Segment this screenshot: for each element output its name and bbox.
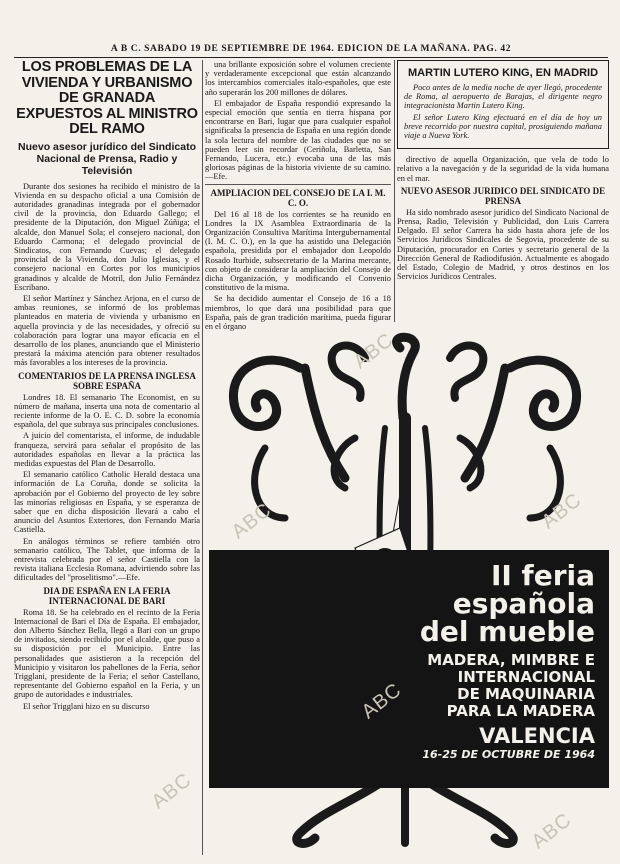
page-masthead: A B C. SABADO 19 DE SEPTIEMBRE DE 1964. EDICION DE LA MAÑANA. PAG. 42 — [110, 44, 512, 54]
column-1 — [14, 60, 200, 855]
section-heading: AMPLIACION DEL CONSEJO DE LA I. M. C. O. — [210, 187, 386, 208]
article-separator — [205, 184, 391, 185]
article-paragraph: El señor Martínez y Sánchez Arjona, en el curso de ambas reuniones, se informó de los problemas planteados en materia de vivienda y urbanismo en aquella provincia y de las necesidades, y ofreció su colaboración para lograr una mayor eficacia en el desarrollo de los planes, anunciando que el Ministerio prestará la máxima atención para obtener resultados más favorables a los intereses de la provincia. — [14, 293, 200, 368]
ad-subtitle-line: MADERA, MIMBRE E — [427, 651, 595, 669]
column-2 — [205, 60, 391, 332]
article-paragraph: una brillante exposición sobre el volumen creciente y verdaderamente excepcional que están alcanzando los intercambios comerciales italo-españoles, que este año superarán los 200 millones de dólares. — [205, 60, 391, 97]
ad-city: VALENCIA — [479, 724, 595, 748]
section-heading: COMENTARIOS DE LA PRENSA INGLESA SOBRE ESPAÑA — [18, 370, 196, 391]
ad-subtitle-line: INTERNACIONAL — [457, 668, 595, 686]
ad-title-line: II feria — [490, 559, 595, 592]
article-paragraph: Londres 18. El semanario The Economist, en su número de mañana, inserta una nota de comentario al reciente informe de la O. E. C. D. sobre la economía española, del que subraya sus principales conclusiones. — [14, 392, 200, 430]
column-3 — [397, 60, 609, 322]
ad-dates: 16-25 DE OCTUBRE DE 1964 — [422, 748, 595, 761]
article-paragraph: El semanario católico Catholic Herald destaca una información de La Coruña, donde se solicita la aprobación por el Gobierno del proyecto de ley sobre las minorías religiosas en España, y se esperanza de saber que en dicha disposición llevará a cabo el anuncio del Asuntos Exteriores, don Fernando María Castiella. — [14, 470, 200, 535]
ad-subtitle-line: PARA LA MADERA — [446, 702, 595, 720]
article-paragraph: En análogos términos se refiere también otro semanario católico, The Tablet, que informa de la entrevista celebrada por el señor Castiella con la revista italiana Ecclesia Romana, advirtiendo sobre las dificultades del "proselitismo".—Efe. — [14, 536, 200, 583]
column-divider — [202, 60, 203, 855]
abc-watermark: ABC — [147, 768, 196, 814]
ad-title-line: española — [452, 587, 595, 620]
ad-title-line: del mueble — [419, 615, 595, 648]
abc-watermark: ABC — [357, 678, 406, 724]
section-heading: NUEVO ASESOR JURIDICO DEL SINDICATO DE PRENSA — [400, 185, 606, 206]
fair-advertisement — [205, 328, 609, 850]
abc-watermark: ABC — [537, 488, 586, 534]
section-heading: DIA DE ESPAÑA EN LA FERIA INTERNACIONAL DE BARI — [43, 585, 171, 606]
article-paragraph: Ha sido nombrado asesor jurídico del Sindicato Nacional de Prensa, Radio, Televisión y Publicidad, don Luis Carrera Delgado. El señor Carrera ha sido hasta ahora jefe de los Servicios Jurídicos Sindicales de Segovia, procedente de su Diputación, procurador en Cortes y secretario general de la Dirección General de Radiodifusión. Actualmente es abogado del Estado, Colegio de Madrid, y otros destinos en los Servicios Jurídicos Centrales. — [397, 207, 609, 282]
abc-watermark: ABC — [527, 808, 576, 854]
abc-watermark: ABC — [227, 498, 276, 544]
abc-watermark: ABC — [349, 328, 398, 374]
fair-ad-panel — [209, 550, 609, 788]
article-paragraph: El señor Trigglani hizo en su discurso — [23, 701, 150, 711]
ad-subtitle-line: DE MAQUINARIA — [457, 685, 595, 703]
article-paragraph: Se ha decidido aumentar el Consejo de 16 a 18 miembros, lo que dará una posibilidad para que España, país de gran tradición marítima, pueda figurar en el órgano — [205, 294, 391, 332]
main-subheadline: Nuevo asesor jurídico del Sindicato Nacional de Prensa, Radio y Televisión — [18, 140, 196, 177]
news-box — [397, 60, 609, 149]
box-paragraph: El señor Lutero King efectuará en el día de hoy un breve recorrido por nuestra capital, prosiguiendo mañana viaje a Nueva York. — [404, 112, 602, 141]
article-paragraph: A juicio del comentarista, el informe, de indudable franqueza, servirá para señalar el propósito de las autoridades españolas en llevar a la práctica las medidas expuestas del Plan de Desarrollo. — [14, 431, 200, 468]
article-paragraph: directivo de aquella Organización, que vela de todo lo relativo a la navegación y de la seguridad de la vida humana en el mar. — [397, 155, 609, 183]
column-divider — [394, 60, 395, 322]
article-paragraph: Roma 18. Se ha celebrado en el recinto de la Feria Internacional de Bari el Día de España. El embajador, don Alberto Sánchez Bella, llegó a Bari con un grupo de invitados, siendo recibido por el alcalde, que puso a su disposición por el Municipio. Entre las personalidades que asistieron a la recepción del Municipio y visitaron los pabellones de la Feria, señor Trigglani, presidente de la Feria; el señor Castellano, representante del Gobierno español en la Feria, y un grupo de autoridades e industriales. — [14, 607, 200, 700]
masthead-rule — [14, 57, 608, 58]
box-headline: MARTIN LUTERO KING, EN MADRID — [407, 67, 599, 79]
article-paragraph: El embajador de España respondió expresando la especial emoción que sentía en tierra hispana por encontrarse en Bari, lugar que para cualquier español significaba la presencia de España en una región donde la sola lectura del nombre de las ciudades que no se pueden leer sin recordar (Ceriñola, Barletta, San Fernando, Lucera, etc.) evocaba una de las más gloriosas páginas de la historia viviente de su camino.—Efe. — [205, 98, 391, 182]
main-headline: LOS PROBLEMAS DE LA VIVIENDA Y URBANISMO DE GRANADA EXPUESTOS AL MINISTRO DEL RAMO — [16, 59, 198, 137]
article-paragraph: Del 16 al 18 de los corrientes se ha reunido en Londres la IX Asamblea Extraordinaria de la Organización Consultiva Marítima Intergubernamental (I. M. C. O.), en la que ha asistido una Delegación española, presidida por el embajador don Leopoldo Rosado Iturbide, subsecretario de la Marina mercante, con objeto de considerar la ampliación del Consejo de dicha Organización, y modificando el Convenio constitutivo de la misma. — [205, 209, 391, 293]
box-paragraph: Poco antes de la media noche de ayer llegó, procedente de Roma, al aeropuerto de Barajas, el dirigente negro integracionista Martin Lutero King. — [404, 83, 602, 111]
article-paragraph: Durante dos sesiones ha recibido el ministro de la Vivienda en su despacho oficial a una Comisión de autoridades granadinas integrada por el gobernador civil de la provincia, don Eduardo Gallego; el presidente de la Diputación, don Miguel Zúñiga; el alcalde, don Manuel Sola; el consejero nacional, don Eduardo Carmona; el delegado provincial de Sindicatos, con Fernando Cuevas; el delegado provincial de la Vivienda, don Julio Iglesias, y el consejero nacional en Cortes por los municipios granadinos y alcalde de Motril, don Julio Fernández Escribano. — [14, 181, 200, 292]
